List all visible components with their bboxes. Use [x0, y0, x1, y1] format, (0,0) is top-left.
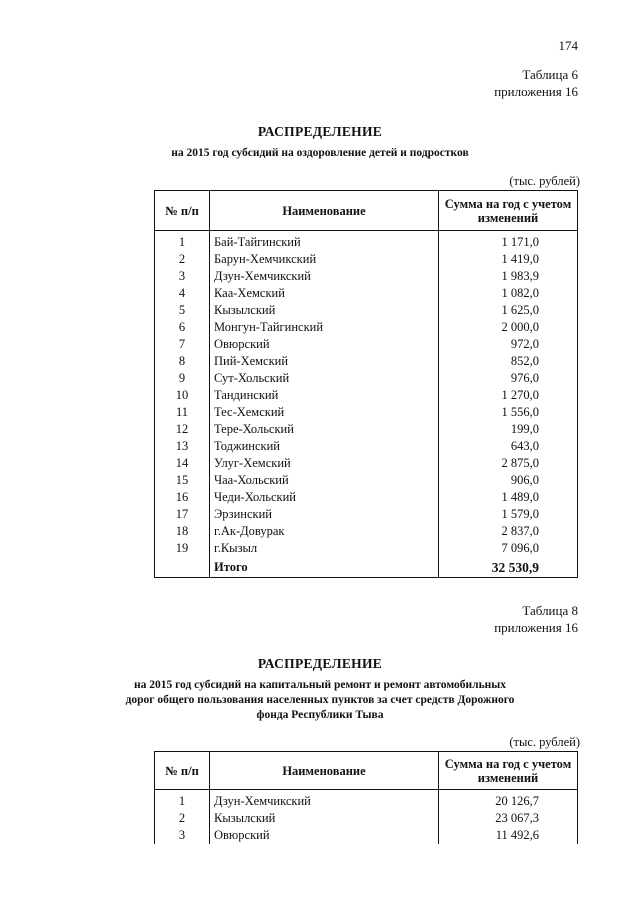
total-value: 32 530,9: [439, 557, 578, 578]
row-value: 2 837,0: [439, 523, 578, 540]
row-number: 13: [155, 438, 210, 455]
table-row: [155, 489, 578, 506]
table6-caption-line2: приложения 16: [494, 84, 578, 99]
row-number: 15: [155, 472, 210, 489]
table6-caption: [494, 66, 578, 100]
row-number: 4: [155, 285, 210, 302]
row-value: 1 489,0: [439, 489, 578, 506]
row-name: Овюрский: [210, 336, 439, 353]
table-row: [155, 387, 578, 404]
row-name: Улуг-Хемский: [210, 455, 439, 472]
row-number: 9: [155, 370, 210, 387]
table-row: [155, 540, 578, 557]
row-number: 2: [155, 251, 210, 268]
header-num: № п/п: [155, 752, 210, 790]
row-value: 20 126,7: [439, 790, 578, 811]
row-value: 976,0: [439, 370, 578, 387]
table-row: [155, 231, 578, 252]
row-name: г.Кызыл: [210, 540, 439, 557]
row-value: 2 875,0: [439, 455, 578, 472]
row-value: 199,0: [439, 421, 578, 438]
row-number: 5: [155, 302, 210, 319]
row-value: 1 419,0: [439, 251, 578, 268]
row-number: 6: [155, 319, 210, 336]
row-number: 8: [155, 353, 210, 370]
header-name: Наименование: [210, 191, 439, 231]
table-row: [155, 455, 578, 472]
table8-title: РАСПРЕДЕЛЕНИЕ: [257, 656, 383, 671]
total-empty: [155, 557, 210, 578]
table8-subtitle: [0, 678, 640, 723]
row-number: 3: [155, 268, 210, 285]
header-sum: Сумма на год с учетом изменений: [439, 752, 578, 790]
table-row: [155, 421, 578, 438]
total-row: [155, 557, 578, 578]
row-value: 972,0: [439, 336, 578, 353]
table-row: [155, 268, 578, 285]
row-number: 10: [155, 387, 210, 404]
row-number: 18: [155, 523, 210, 540]
table-row: [155, 404, 578, 421]
row-number: 2: [155, 810, 210, 827]
table8-body: [155, 790, 578, 845]
table-row: [155, 370, 578, 387]
table6-heading: [0, 124, 640, 161]
row-name: Кызылский: [210, 810, 439, 827]
row-value: 1 082,0: [439, 285, 578, 302]
table-row: [155, 319, 578, 336]
row-value: 1 579,0: [439, 506, 578, 523]
table6-body: [155, 231, 578, 578]
row-name: Монгун-Тайгинский: [210, 319, 439, 336]
table6-units: (тыс. рублей): [509, 174, 580, 188]
table8-subtitle-line1: на 2015 год субсидий на капитальный ремонт и ремонт автомобильных: [133, 679, 507, 691]
table-row: [155, 302, 578, 319]
row-name: Тоджинский: [210, 438, 439, 455]
row-value: 643,0: [439, 438, 578, 455]
header-num: № п/п: [155, 191, 210, 231]
row-number: 17: [155, 506, 210, 523]
row-name: Тере-Хольский: [210, 421, 439, 438]
table8-subtitle-line3: фонда Республики Тыва: [256, 709, 384, 721]
row-name: Чаа-Хольский: [210, 472, 439, 489]
row-value: 1 556,0: [439, 404, 578, 421]
row-number: 1: [155, 231, 210, 252]
table-row: [155, 251, 578, 268]
row-number: 3: [155, 827, 210, 844]
row-value: 1 270,0: [439, 387, 578, 404]
row-value: 906,0: [439, 472, 578, 489]
row-name: Каа-Хемский: [210, 285, 439, 302]
table8-header-row: [155, 752, 578, 790]
row-value: 1 171,0: [439, 231, 578, 252]
row-name: Пий-Хемский: [210, 353, 439, 370]
row-name: г.Ак-Довурак: [210, 523, 439, 540]
row-number: 12: [155, 421, 210, 438]
table6-header-row: [155, 191, 578, 231]
row-name: Эрзинский: [210, 506, 439, 523]
table-row: [155, 336, 578, 353]
table-row: [155, 438, 578, 455]
row-value: 2 000,0: [439, 319, 578, 336]
row-value: 852,0: [439, 353, 578, 370]
table-row: [155, 285, 578, 302]
table-row: [155, 810, 578, 827]
row-name: Овюрский: [210, 827, 439, 844]
row-number: 7: [155, 336, 210, 353]
table6-caption-line1: Таблица 6: [522, 67, 578, 82]
table8-units: (тыс. рублей): [509, 735, 580, 749]
table-row: [155, 353, 578, 370]
table6-subtitle: на 2015 год субсидий на оздоровление детей и подростков: [171, 147, 469, 159]
page-number: 174: [558, 38, 578, 53]
row-name: Бай-Тайгинский: [210, 231, 439, 252]
row-name: Сут-Хольский: [210, 370, 439, 387]
header-name: Наименование: [210, 752, 439, 790]
row-value: 1 983,9: [439, 268, 578, 285]
header-sum: Сумма на год с учетом изменений: [439, 191, 578, 231]
row-name: Дзун-Хемчикский: [210, 790, 439, 811]
table8-caption-line2: приложения 16: [494, 620, 578, 635]
table-row: [155, 523, 578, 540]
table-row: [155, 472, 578, 489]
row-name: Дзун-Хемчикский: [210, 268, 439, 285]
table-row: [155, 827, 578, 844]
row-name: Тес-Хемский: [210, 404, 439, 421]
row-name: Кызылский: [210, 302, 439, 319]
table8: [154, 751, 578, 844]
row-number: 11: [155, 404, 210, 421]
row-value: 7 096,0: [439, 540, 578, 557]
table6-title: РАСПРЕДЕЛЕНИЕ: [257, 124, 383, 139]
row-number: 19: [155, 540, 210, 557]
table-row: [155, 790, 578, 811]
total-label: Итого: [210, 557, 439, 578]
row-value: 23 067,3: [439, 810, 578, 827]
row-number: 1: [155, 790, 210, 811]
table8-heading: [0, 656, 640, 723]
row-name: Чеди-Хольский: [210, 489, 439, 506]
row-name: Барун-Хемчикский: [210, 251, 439, 268]
table8-caption: [494, 602, 578, 636]
table-row: [155, 506, 578, 523]
row-number: 14: [155, 455, 210, 472]
table6: [154, 190, 578, 578]
table8-caption-line1: Таблица 8: [522, 603, 578, 618]
row-value: 11 492,6: [439, 827, 578, 844]
table8-subtitle-line2: дорог общего пользования населенных пунктов за счет средств Дорожного: [125, 694, 515, 706]
row-number: 16: [155, 489, 210, 506]
row-value: 1 625,0: [439, 302, 578, 319]
row-name: Тандинский: [210, 387, 439, 404]
